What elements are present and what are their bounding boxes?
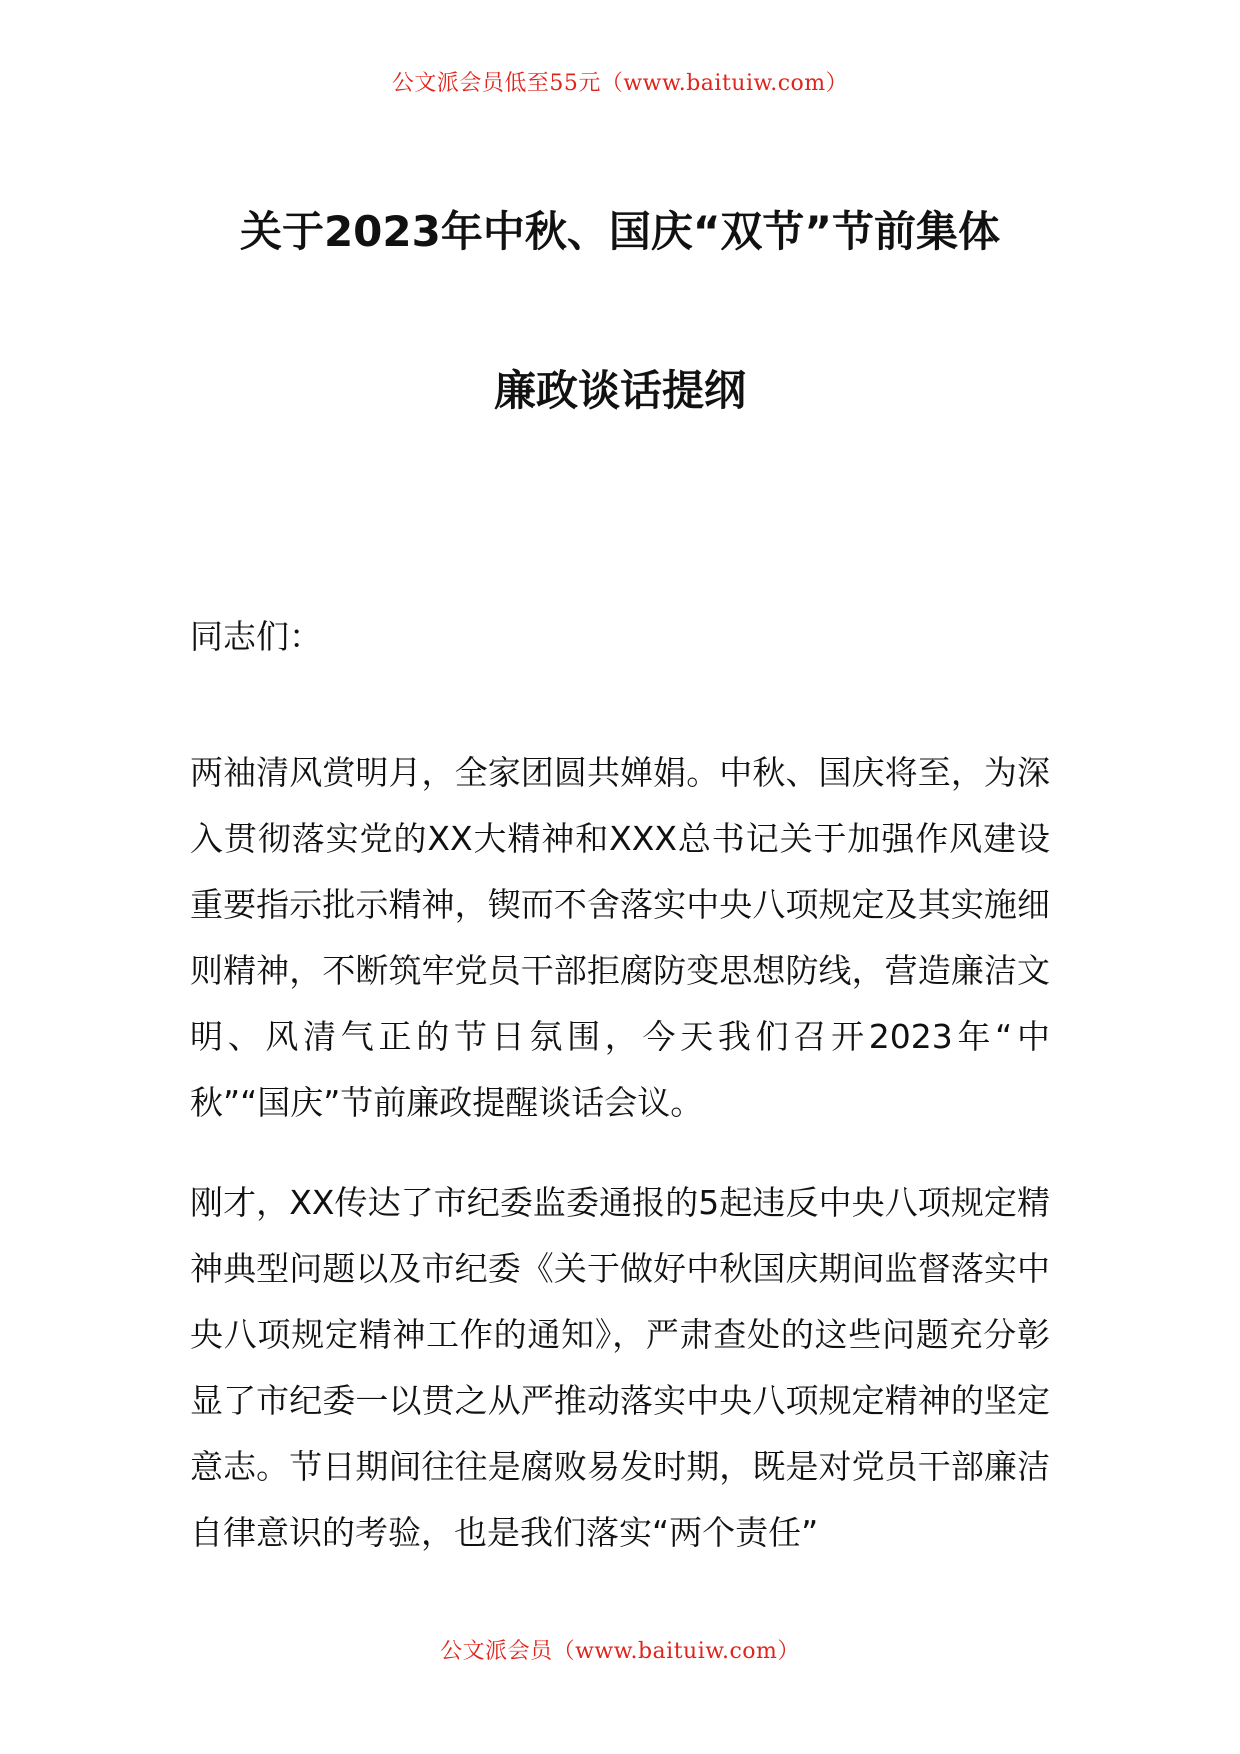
salutation: 同志们： bbox=[190, 617, 322, 656]
document-title-line1: 关于2023年中秋、国庆“双节”节前集体 bbox=[239, 207, 1001, 256]
footer-banner: 公文派会员（www.baituiw.com） bbox=[440, 1639, 800, 1664]
paragraph-1: 两袖清风赏明月，全家团圆共婵娟。中秋、国庆将至，为深入贯彻落实党的XX大精神和XXX总书记关于加强作风建设重要指示批示精神，锲而不舍落实中央八项规定及其实施细则精神，不断筑牢党员干部拒腐防变思想防线，营造廉洁文明、风清气正的节日氛围，今天我们召开2023年“中秋”“国庆”节前廉政提醒谈话会议。 bbox=[190, 753, 1050, 1122]
header-banner: 公文派会员低至55元（www.baituiw.com） bbox=[391, 71, 849, 96]
paragraph-2: 刚才，XX传达了市纪委监委通报的5起违反中央八项规定精神典型问题以及市纪委《关于做好中秋国庆期间监督落实中央八项规定精神工作的通知》，严肃查处的这些问题充分彰显了市纪委一以贯之从严推动落实中央八项规定精神的坚定意志。节日期间往往是腐败易发时期，既是对党员干部廉洁自律意识的考验，也是我们落实“两个责任” bbox=[190, 1183, 1050, 1552]
document-title-line2: 廉政谈话提纲 bbox=[493, 366, 746, 415]
